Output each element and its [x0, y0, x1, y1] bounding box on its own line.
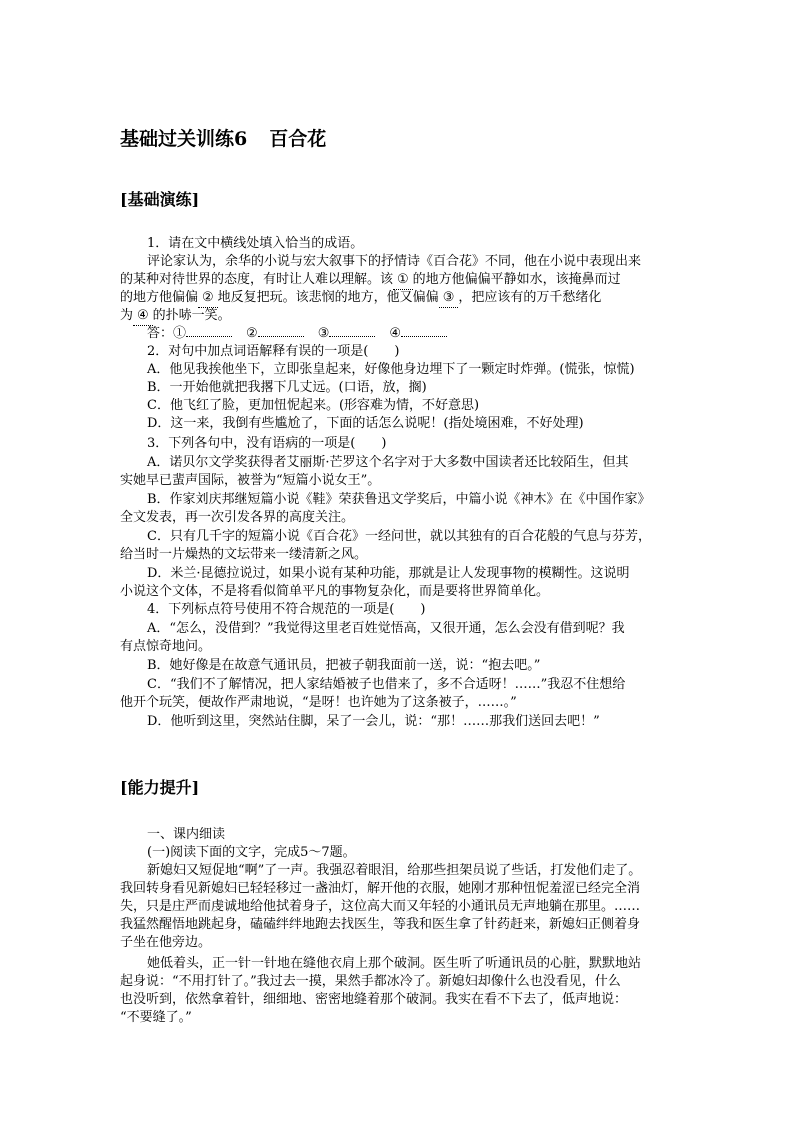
- q1-passage-line: 的地方他偏偏 ② 地反复把玩。该悲悯的地方，他又偏偏 ③ ，把应该有的万千愁绪化: [120, 289, 601, 308]
- q1-passage-line: 的某种对待世界的态度，有时让人难以理解。该 ① 的地方他偏偏平静如水，该掩鼻而过: [120, 271, 621, 290]
- reading-part-heading: 一、课内细读: [147, 827, 226, 842]
- q3-option-d: D．米兰·昆德拉说过，如果小说有某种功能，那就是让人发现事物的模糊性。这说明: [147, 566, 630, 581]
- title-sub: 百合花: [269, 128, 327, 150]
- q3-option-b: B．作家刘庆邦继短篇小说《鞋》荣获鲁迅文学奖后，中篇小说《神木》在《中国作家》: [147, 492, 651, 507]
- q2-option-a: A．他见我挨他坐下，立即张皇起来，好像他身边埋下了一颗定时炸弹。(慌张，惊慌): [147, 362, 635, 377]
- reading-passage-line: 我回转身看见新媳妇已轻轻移过一盏油灯，解开他的衣服，她刚才那种忸怩羞涩已经完全消: [120, 881, 641, 896]
- q3-option-a-cont: 实她早已蜚声国际，被誉为“短篇小说女王”。: [120, 473, 381, 488]
- q3-stem: 3．下列各句中，没有语病的一项是( ): [147, 436, 387, 451]
- q4-option-a-cont: 有点惊奇地问。: [120, 639, 212, 654]
- reading-passage-line: 起身说：“不用打针了。”我过去一摸，果然手都冰冷了。新媳妇却像什么也没看见，什么: [120, 974, 621, 989]
- q1-blank-4: ④: [133, 307, 153, 326]
- q1-blank-3: ③: [439, 289, 459, 308]
- q1-blank-2: ②: [198, 289, 218, 308]
- q4-option-a: A．“怎么，没借到？”我觉得这里老百姓觉悟高，又很开通，怎么会没有借到呢？我: [147, 621, 625, 636]
- q1-blank-1: ①: [393, 271, 413, 290]
- reading-passage-line: 我猛然醒悟地跳起身，磕磕绊绊地跑去找医生，等我和医生拿了针药赶来，新媳妇正侧着身: [120, 917, 641, 932]
- q2-option-c: C．他飞红了脸，更加忸怩起来。(形容难为情，不好意思): [147, 398, 480, 413]
- section-basic-heading: [基础演练]: [120, 190, 200, 209]
- q2-option-b: B．一开始他就把我撂下几丈远。(口语，放，搁): [147, 380, 427, 395]
- q3-option-c: C．只有几千字的短篇小说《百合花》一经问世，就以其独有的百合花般的气息与芬芳，: [147, 529, 651, 544]
- q3-option-d-cont: 小说这个文体，不是将看似简单平凡的事物复杂化，而是要将世界简单化。: [120, 584, 550, 599]
- q1-passage-line: 评论家认为，余华的小说与宏大叙事下的抒情诗《百合花》不同，他在小说中表现出来: [147, 254, 642, 269]
- q4-option-c-cont: 他开个玩笑，便故作严肃地说，“是呀！也许她为了这条被子，……。”: [120, 695, 517, 710]
- reading-passage-line: 子坐在他旁边。: [120, 935, 212, 950]
- reading-passage-line: 失，只是庄严而虔诚地给他拭着身子，这位高大而又年轻的小通讯员无声地躺在那里。……: [120, 899, 641, 914]
- q2-stem: 2．对句中加点词语解释有误的一项是( ): [147, 344, 400, 359]
- title-main: 基础过关训练6: [120, 128, 248, 150]
- q3-option-c-cont: 给当时一片燥热的文坛带来一缕清新之风。: [120, 547, 368, 562]
- q3-option-a: A．诺贝尔文学奖获得者艾丽斯·芒罗这个名字对于大多数中国读者还比较陌生，但其: [147, 455, 629, 470]
- page-title: [120, 124, 326, 151]
- q1-answer-line: 答：① ② ③ ④: [147, 325, 461, 343]
- reading-passage-line: 她低着头，正一针一针地在缝他衣肩上那个破洞。医生听了听通讯员的心脏，默默地站: [147, 956, 642, 971]
- q1-stem: 1．请在文中横线处填入恰当的成语。: [147, 236, 364, 251]
- q4-stem: 4．下列标点符号使用不符合规范的一项是( ): [147, 602, 426, 617]
- q4-option-d: D．他听到这里，突然站住脚，呆了一会儿，说：“那！……那我们送回去吧！”: [147, 714, 600, 729]
- q1-passage-line: 为 ④ 的扑哧一笑。: [120, 307, 231, 326]
- q4-option-b: B．她好像是在故意气通讯员，把被子朝我面前一送，说：“抱去吧。”: [147, 658, 541, 673]
- answer-blank-4[interactable]: [401, 336, 447, 337]
- reading-passage-line: 也没听到，依然拿着针，细细地、密密地缝着那个破洞。我实在看不下去了，低声地说：: [120, 992, 628, 1007]
- reading-intro: (一)阅读下面的文字，完成5～7题。: [147, 845, 356, 860]
- q3-option-b-cont: 全文发表，再一次引发各界的高度关注。: [120, 510, 355, 525]
- q2-option-d: D．这一来，我倒有些尴尬了，下面的话怎么说呢！(指处境困难，不好处理): [147, 416, 584, 431]
- reading-passage-line: “不要缝了。”: [120, 1010, 192, 1025]
- reading-passage-line: 新媳妇又短促地“啊”了一声。我强忍着眼泪，给那些担架员说了些话，打发他们走了。: [147, 863, 642, 878]
- q4-option-c: C．“我们不了解情况，把人家结婚被子也借来了，多不合适呀！……”我忍不住想给: [147, 677, 626, 692]
- answer-blank-3[interactable]: [329, 336, 375, 337]
- section-advanced-heading: [能力提升]: [120, 778, 200, 797]
- answer-blank-1[interactable]: [186, 336, 232, 337]
- answer-blank-2[interactable]: [258, 336, 304, 337]
